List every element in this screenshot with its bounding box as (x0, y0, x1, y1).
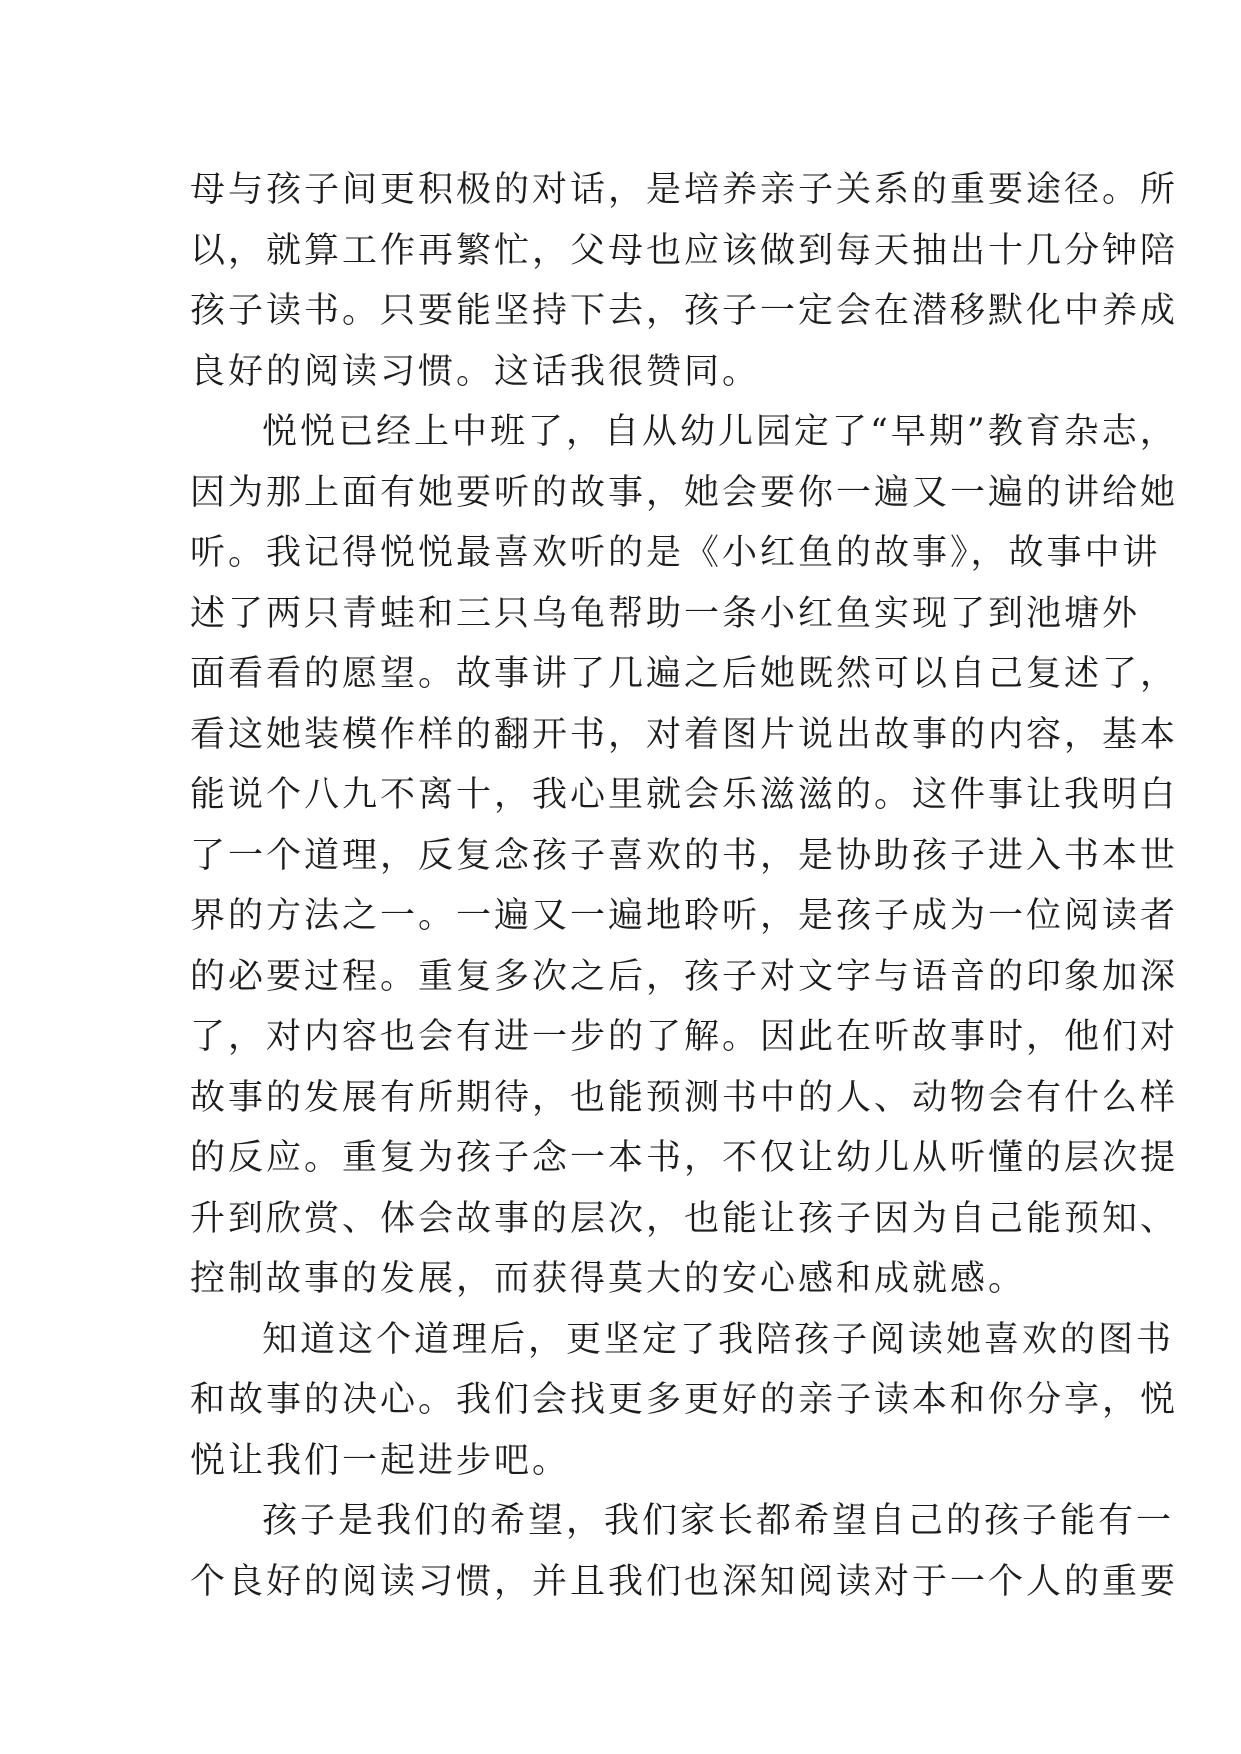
text-line: 孩子读书。只要能坚持下去，孩子一定会在潜移默化中养成 (190, 291, 1179, 331)
text-line: 悦让我们一起进步吧。 (190, 1440, 571, 1481)
text-line: 听。我记得悦悦最喜欢听的是《小红鱼的故事》，故事中讲 (190, 533, 1161, 573)
text-line: 面看看的愿望。故事讲了几遍之后她既然可以自己复述了， (190, 654, 1179, 694)
text-line: 的必要过程。重复多次之后，孩子对文字与语音的印象加深 (190, 956, 1179, 997)
body-text (190, 160, 1179, 1612)
text-line: 和故事的决心。我们会找更多更好的亲子读本和你分享，悦 (190, 1380, 1179, 1420)
text-line: 了，对内容也会有进一步的了解。因此在听故事时，他们对 (190, 1017, 1179, 1057)
text-line: 述了两只青蛙和三只乌龟帮助一条小红鱼实现了到池塘外 (190, 593, 1141, 634)
text-line: 了一个道理，反复念孩子喜欢的书，是协助孩子进入书本世 (190, 835, 1179, 876)
text-line: 孩子是我们的希望，我们家长都希望自己的孩子能有一 (262, 1501, 1175, 1541)
text-line: 知道这个道理后，更坚定了我陪孩子阅读她喜欢的图书 (262, 1319, 1175, 1360)
text-line: 控制故事的发展，而获得莫大的安心感和成就感。 (190, 1259, 1027, 1299)
text-line: 界的方法之一。一遍又一遍地聆听，是孩子成为一位阅读者 (190, 896, 1179, 936)
text-line: 升到欣赏、体会故事的层次，也能让孩子因为自己能预知、 (190, 1198, 1179, 1239)
text-line: 看这她装模作样的翻开书，对着图片说出故事的内容，基本 (190, 714, 1179, 755)
text-line: 能说个八九不离十，我心里就会乐滋滋的。这件事让我明白 (190, 775, 1179, 815)
text-line: 以，就算工作再繁忙，父母也应该做到每天抽出十几分钟陪 (190, 230, 1179, 271)
text-line: 良好的阅读习惯。这话我很赞同。 (190, 351, 761, 392)
text-line: 故事的发展有所期待，也能预测书中的人、动物会有什么样 (190, 1077, 1179, 1118)
text-line: 悦悦已经上中班了，自从幼儿园定了“早期”教育杂志， (262, 412, 1178, 452)
text-line: 因为那上面有她要听的故事，她会要你一遍又一遍的讲给她 (190, 472, 1179, 513)
text-line: 个良好的阅读习惯，并且我们也深知阅读对于一个人的重要 (190, 1561, 1179, 1602)
text-line: 的反应。重复为孩子念一本书，不仅让幼儿从听懂的层次提 (190, 1138, 1179, 1178)
text-line: 母与孩子间更积极的对话，是培养亲子关系的重要途径。所 (190, 170, 1179, 210)
